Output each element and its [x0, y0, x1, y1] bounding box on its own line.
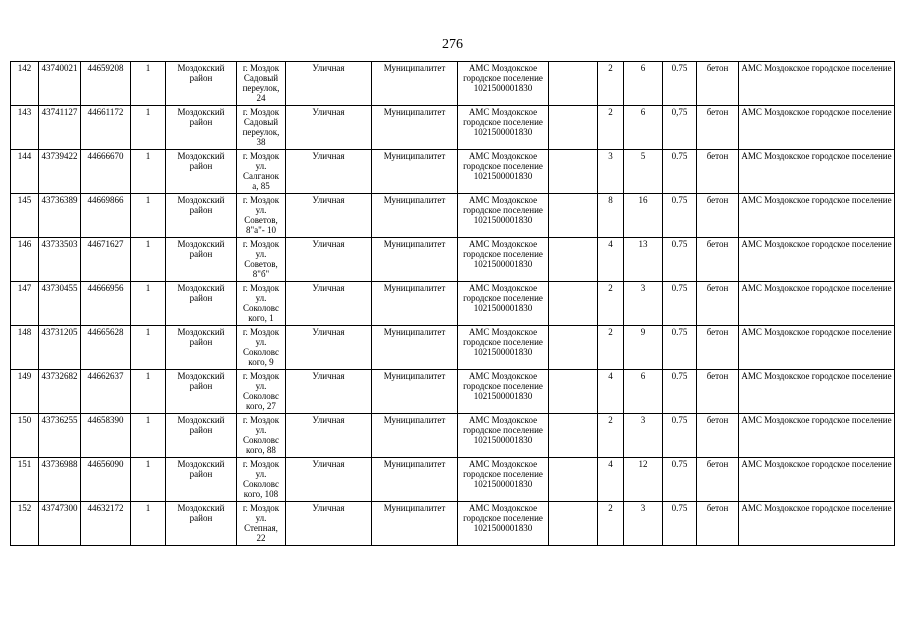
cell-volume: 0.75 — [663, 326, 697, 370]
cell-quantity: 1 — [131, 150, 166, 194]
cell-owner-org: АМС Моздокское городское поселение 1021500001830 — [458, 370, 549, 414]
table-row — [11, 370, 895, 414]
table-body — [11, 62, 895, 546]
cell-volume: 0.75 — [663, 370, 697, 414]
cell-index: 147 — [11, 282, 39, 326]
cell-empty — [549, 282, 598, 326]
cell-ownership: Муниципалитет — [372, 62, 458, 106]
cell-owner-org: АМС Моздокское городское поселение 1021500001830 — [458, 238, 549, 282]
cell-surface: бетон — [697, 106, 739, 150]
cell-containers-total: 9 — [624, 326, 663, 370]
cell-surface: бетон — [697, 414, 739, 458]
cell-index: 146 — [11, 238, 39, 282]
cell-operator: АМС Моздокское городское поселение — [739, 326, 895, 370]
page-number: 276 — [442, 37, 463, 52]
cell-ownership: Муниципалитет — [372, 414, 458, 458]
cell-empty — [549, 62, 598, 106]
cell-volume: 0.75 — [663, 502, 697, 546]
cell-longitude: 44669866 — [81, 194, 131, 238]
cell-operator: АМС Моздокское городское поселение — [739, 238, 895, 282]
cell-surface: бетон — [697, 502, 739, 546]
cell-index: 142 — [11, 62, 39, 106]
cell-volume: 0.75 — [663, 414, 697, 458]
table-row — [11, 282, 895, 326]
cell-district: Моздокский район — [166, 282, 237, 326]
cell-containers-count: 2 — [598, 106, 624, 150]
cell-latitude: 43732682 — [39, 370, 81, 414]
cell-ownership: Муниципалитет — [372, 502, 458, 546]
cell-index: 150 — [11, 414, 39, 458]
cell-address: г. Моздок ул. Соколовс кого, 27 — [237, 370, 286, 414]
cell-longitude: 44666956 — [81, 282, 131, 326]
cell-operator: АМС Моздокское городское поселение — [739, 370, 895, 414]
cell-surface: бетон — [697, 150, 739, 194]
cell-index: 149 — [11, 370, 39, 414]
cell-quantity: 1 — [131, 326, 166, 370]
cell-address: г. Моздок ул. Советов, 8"а"- 10 — [237, 194, 286, 238]
cell-quantity: 1 — [131, 282, 166, 326]
cell-owner-org: АМС Моздокское городское поселение 1021500001830 — [458, 326, 549, 370]
cell-district: Моздокский район — [166, 502, 237, 546]
cell-surface: бетон — [697, 326, 739, 370]
cell-district: Моздокский район — [166, 106, 237, 150]
cell-owner-org: АМС Моздокское городское поселение 1021500001830 — [458, 282, 549, 326]
cell-type: Уличная — [286, 282, 372, 326]
cell-type: Уличная — [286, 194, 372, 238]
cell-containers-total: 12 — [624, 458, 663, 502]
cell-owner-org: АМС Моздокское городское поселение 1021500001830 — [458, 414, 549, 458]
cell-owner-org: АМС Моздокское городское поселение 1021500001830 — [458, 106, 549, 150]
cell-containers-count: 8 — [598, 194, 624, 238]
table-row — [11, 414, 895, 458]
cell-address: г. Моздок ул. Соколовс кого, 1 — [237, 282, 286, 326]
cell-volume: 0.75 — [663, 458, 697, 502]
cell-empty — [549, 238, 598, 282]
cell-address: г. Моздок ул. Советов, 8"б" — [237, 238, 286, 282]
cell-containers-count: 3 — [598, 150, 624, 194]
cell-surface: бетон — [697, 458, 739, 502]
cell-address: г. Моздок ул. Соколовс кого, 108 — [237, 458, 286, 502]
cell-index: 143 — [11, 106, 39, 150]
cell-empty — [549, 370, 598, 414]
cell-longitude: 44658390 — [81, 414, 131, 458]
cell-latitude: 43736389 — [39, 194, 81, 238]
cell-operator: АМС Моздокское городское поселение — [739, 282, 895, 326]
cell-latitude: 43730455 — [39, 282, 81, 326]
cell-quantity: 1 — [131, 62, 166, 106]
cell-ownership: Муниципалитет — [372, 194, 458, 238]
cell-type: Уличная — [286, 238, 372, 282]
cell-index: 144 — [11, 150, 39, 194]
cell-type: Уличная — [286, 326, 372, 370]
cell-empty — [549, 194, 598, 238]
cell-longitude: 44659208 — [81, 62, 131, 106]
cell-quantity: 1 — [131, 458, 166, 502]
cell-operator: АМС Моздокское городское поселение — [739, 458, 895, 502]
cell-containers-total: 6 — [624, 62, 663, 106]
cell-empty — [549, 326, 598, 370]
cell-index: 148 — [11, 326, 39, 370]
cell-containers-count: 4 — [598, 238, 624, 282]
cell-operator: АМС Моздокское городское поселение — [739, 502, 895, 546]
cell-latitude: 43731205 — [39, 326, 81, 370]
cell-volume: 0.75 — [663, 238, 697, 282]
cell-longitude: 44661172 — [81, 106, 131, 150]
cell-district: Моздокский район — [166, 326, 237, 370]
cell-latitude: 43739422 — [39, 150, 81, 194]
cell-volume: 0,75 — [663, 106, 697, 150]
cell-containers-count: 2 — [598, 326, 624, 370]
cell-district: Моздокский район — [166, 238, 237, 282]
cell-quantity: 1 — [131, 106, 166, 150]
cell-owner-org: АМС Моздокское городское поселение 1021500001830 — [458, 502, 549, 546]
cell-address: г. Моздок ул. Салганок а, 85 — [237, 150, 286, 194]
cell-owner-org: АМС Моздокское городское поселение 1021500001830 — [458, 62, 549, 106]
cell-ownership: Муниципалитет — [372, 282, 458, 326]
cell-ownership: Муниципалитет — [372, 370, 458, 414]
cell-ownership: Муниципалитет — [372, 238, 458, 282]
cell-owner-org: АМС Моздокское городское поселение 1021500001830 — [458, 194, 549, 238]
table-row — [11, 194, 895, 238]
cell-volume: 0.75 — [663, 62, 697, 106]
table-row — [11, 62, 895, 106]
table-row — [11, 238, 895, 282]
table-row — [11, 106, 895, 150]
cell-containers-total: 5 — [624, 150, 663, 194]
cell-longitude: 44632172 — [81, 502, 131, 546]
cell-district: Моздокский район — [166, 150, 237, 194]
cell-surface: бетон — [697, 282, 739, 326]
cell-containers-total: 6 — [624, 370, 663, 414]
cell-address: г. Моздок ул. Соколовс кого, 9 — [237, 326, 286, 370]
cell-ownership: Муниципалитет — [372, 458, 458, 502]
cell-surface: бетон — [697, 62, 739, 106]
cell-type: Уличная — [286, 502, 372, 546]
cell-containers-count: 2 — [598, 282, 624, 326]
cell-index: 151 — [11, 458, 39, 502]
cell-containers-total: 13 — [624, 238, 663, 282]
table-row — [11, 502, 895, 546]
cell-containers-count: 2 — [598, 502, 624, 546]
cell-latitude: 43741127 — [39, 106, 81, 150]
cell-address: г. Моздок Садовый переулок, 38 — [237, 106, 286, 150]
cell-index: 145 — [11, 194, 39, 238]
cell-latitude: 43740021 — [39, 62, 81, 106]
cell-surface: бетон — [697, 194, 739, 238]
cell-containers-total: 3 — [624, 414, 663, 458]
cell-volume: 0.75 — [663, 194, 697, 238]
cell-volume: 0.75 — [663, 150, 697, 194]
cell-district: Моздокский район — [166, 370, 237, 414]
cell-longitude: 44665628 — [81, 326, 131, 370]
cell-ownership: Муниципалитет — [372, 326, 458, 370]
cell-operator: АМС Моздокское городское поселение — [739, 150, 895, 194]
cell-quantity: 1 — [131, 194, 166, 238]
cell-containers-count: 2 — [598, 62, 624, 106]
table-row — [11, 458, 895, 502]
cell-address: г. Моздок Садовый переулок, 24 — [237, 62, 286, 106]
cell-longitude: 44671627 — [81, 238, 131, 282]
cell-empty — [549, 502, 598, 546]
cell-empty — [549, 106, 598, 150]
cell-containers-count: 2 — [598, 414, 624, 458]
cell-empty — [549, 150, 598, 194]
cell-type: Уличная — [286, 414, 372, 458]
cell-type: Уличная — [286, 370, 372, 414]
cell-ownership: Муниципалитет — [372, 150, 458, 194]
cell-longitude: 44666670 — [81, 150, 131, 194]
cell-index: 152 — [11, 502, 39, 546]
cell-address: г. Моздок ул. Степная, 22 — [237, 502, 286, 546]
cell-empty — [549, 458, 598, 502]
cell-type: Уличная — [286, 62, 372, 106]
cell-surface: бетон — [697, 370, 739, 414]
cell-longitude: 44662637 — [81, 370, 131, 414]
cell-latitude: 43747300 — [39, 502, 81, 546]
cell-surface: бетон — [697, 238, 739, 282]
cell-district: Моздокский район — [166, 194, 237, 238]
cell-quantity: 1 — [131, 502, 166, 546]
cell-latitude: 43733503 — [39, 238, 81, 282]
cell-volume: 0.75 — [663, 282, 697, 326]
cell-quantity: 1 — [131, 238, 166, 282]
cell-operator: АМС Моздокское городское поселение — [739, 414, 895, 458]
cell-ownership: Муниципалитет — [372, 106, 458, 150]
cell-quantity: 1 — [131, 414, 166, 458]
cell-quantity: 1 — [131, 370, 166, 414]
cell-containers-total: 16 — [624, 194, 663, 238]
cell-containers-total: 6 — [624, 106, 663, 150]
cell-containers-count: 4 — [598, 370, 624, 414]
cell-type: Уличная — [286, 458, 372, 502]
cell-containers-total: 3 — [624, 282, 663, 326]
cell-operator: АМС Моздокское городское поселение — [739, 194, 895, 238]
cell-latitude: 43736255 — [39, 414, 81, 458]
cell-operator: АМС Моздокское городское поселение — [739, 106, 895, 150]
cell-longitude: 44656090 — [81, 458, 131, 502]
registry-table — [10, 61, 895, 546]
cell-district: Моздокский район — [166, 414, 237, 458]
cell-type: Уличная — [286, 106, 372, 150]
cell-owner-org: АМС Моздокское городское поселение 1021500001830 — [458, 458, 549, 502]
cell-district: Моздокский район — [166, 62, 237, 106]
cell-type: Уличная — [286, 150, 372, 194]
cell-owner-org: АМС Моздокское городское поселение 1021500001830 — [458, 150, 549, 194]
cell-latitude: 43736988 — [39, 458, 81, 502]
cell-operator: АМС Моздокское городское поселение — [739, 62, 895, 106]
table-row — [11, 150, 895, 194]
table-row — [11, 326, 895, 370]
cell-empty — [549, 414, 598, 458]
cell-containers-total: 3 — [624, 502, 663, 546]
cell-district: Моздокский район — [166, 458, 237, 502]
cell-containers-count: 4 — [598, 458, 624, 502]
cell-address: г. Моздок ул. Соколовс кого, 88 — [237, 414, 286, 458]
